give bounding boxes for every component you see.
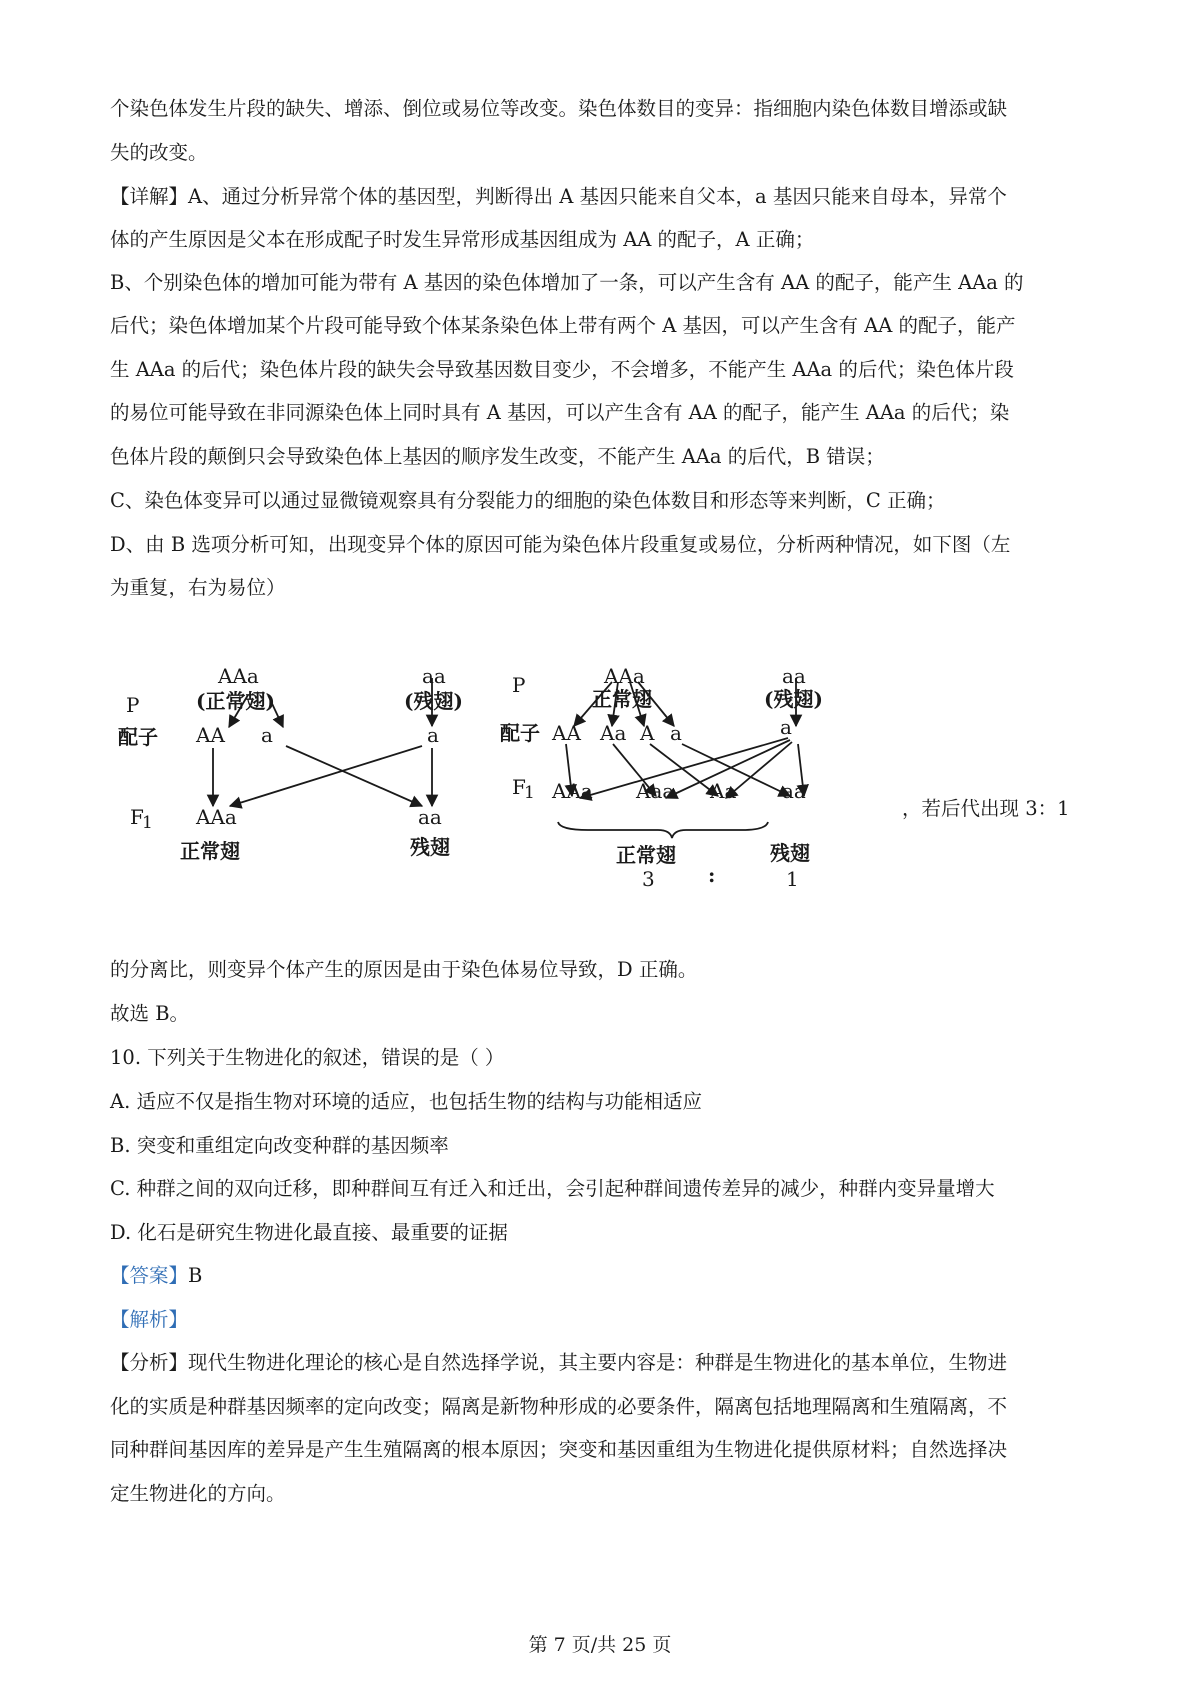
right-gamete: AA <box>552 721 581 745</box>
answer-value: B <box>188 1264 203 1287</box>
text-line: 后代；染色体增加某个片段可能导致个体某条染色体上带有两个 A 基因，可以产生含有 AA 的配子，能产 <box>110 314 1016 337</box>
text-line: 为重复，右为易位） <box>110 576 286 599</box>
right-parent1-genotype: AAa <box>604 668 645 688</box>
right-gamete: Aa <box>600 721 627 745</box>
right-ratio: 3 <box>642 867 655 891</box>
text-line: D、由 B 选项分析可知，出现变异个体的原因可能为染色体片段重复或易位，分析两种情况，如下图（左 <box>110 533 1011 556</box>
right-gamete: a <box>670 721 682 745</box>
text-line: 的易位可能导致在非同源染色体上同时具有 A 基因，可以产生含有 AA 的配子，能产生 AAa 的后代；染 <box>110 401 1010 424</box>
left-f1-label: F <box>130 805 144 829</box>
option-c: C. 种群之间的双向迁移，即种群间互有迁入和迁出，会引起种群间遗传差异的减少，种群内变异量增大 <box>110 1177 995 1200</box>
right-gamete: a <box>780 715 792 739</box>
text-line: 化的实质是种群基因频率的定向改变；隔离是新物种形成的必要条件，隔离包括地理隔离和生殖隔离，不 <box>110 1395 1008 1418</box>
page-footer: 第 7 页/共 25 页 <box>528 1634 672 1656</box>
text-line: 体的产生原因是父本在形成配子时发生异常形成基因组成为 AA 的配子，A 正确； <box>110 228 815 251</box>
left-parent1-genotype: AAa <box>218 668 259 688</box>
text-line: 的分离比，则变异个体产生的原因是由于染色体易位导致，D 正确。 <box>110 958 698 981</box>
analysis-label: 【解析】 <box>110 1308 189 1331</box>
right-f1-label: F <box>512 775 526 799</box>
left-gamete: a <box>261 723 273 747</box>
left-gamete: AA <box>196 723 225 747</box>
right-phenotype: 正常翅 <box>616 843 676 867</box>
right-gamete: A <box>640 721 655 745</box>
text-line: 故选 B。 <box>110 1002 190 1025</box>
left-parent2-genotype: aa <box>422 668 446 688</box>
left-f1-subscript: 1 <box>142 813 153 833</box>
left-p-label: P <box>126 693 140 717</box>
left-phenotype: 残翅 <box>410 835 450 859</box>
left-gamete: a <box>427 723 439 747</box>
text-line: C、染色体变异可以通过显微镜观察具有分裂能力的细胞的染色体数目和形态等来判断，C 正确； <box>110 489 946 512</box>
left-parent2-phenotype: (残翅) <box>404 689 463 713</box>
left-parent1-phenotype: (正常翅) <box>196 689 275 713</box>
text-line: 个染色体发生片段的缺失、增添、倒位或易位等改变。染色体数目的变异：指细胞内染色体数目增添或缺 <box>110 97 1008 120</box>
answer-label: 【答案】 <box>110 1264 189 1287</box>
text-line: 【详解】A、通过分析异常个体的基因型，判断得出 A 基因只能来自父本，a 基因只能来自母本，异常个 <box>110 185 1007 208</box>
right-phenotype: 残翅 <box>770 841 810 865</box>
right-offspring: aa <box>782 779 806 803</box>
right-parent2-phenotype: (残翅) <box>764 687 823 711</box>
right-p-label: P <box>512 673 526 697</box>
right-ratio: : <box>708 863 716 887</box>
option-d: D. 化石是研究生物进化最直接、最重要的证据 <box>110 1221 508 1244</box>
left-offspring: AAa <box>196 805 237 829</box>
right-parent1-phenotype: 正常翅 <box>592 687 652 711</box>
text-line: 【分析】现代生物进化理论的核心是自然选择学说，其主要内容是：种群是生物进化的基本单位，生物进 <box>110 1351 1008 1374</box>
right-ratio: 1 <box>786 867 799 891</box>
text-line: 生 AAa 的后代；染色体片段的缺失会导致基因数目变少，不会增多，不能产生 AAa 的后代；染色体片段 <box>110 358 1014 381</box>
right-parent2-genotype: aa <box>782 668 806 688</box>
left-phenotype: 正常翅 <box>180 839 240 863</box>
inline-text: ，若后代出现 3：1 <box>902 797 1070 820</box>
text-line: 色体片段的颠倒只会导致染色体上基因的顺序发生改变，不能产生 AAa 的后代，B 错误； <box>110 445 885 468</box>
question-stem: 10. 下列关于生物进化的叙述，错误的是（ ） <box>110 1046 505 1069</box>
right-offspring: AAa <box>552 779 593 803</box>
left-offspring: aa <box>418 805 442 829</box>
right-f1-subscript: 1 <box>524 783 535 803</box>
right-offspring: Aa <box>710 779 737 803</box>
text-line: 同种群间基因库的差异是产生生殖隔离的根本原因；突变和基因重组为生物进化提供原材料；自然选择决 <box>110 1438 1008 1461</box>
left-gamete-label: 配子 <box>118 725 158 749</box>
option-a: A. 适应不仅是指生物对环境的适应，也包括生物的结构与功能相适应 <box>110 1090 702 1113</box>
text-line: 定生物进化的方向。 <box>110 1482 286 1505</box>
right-offspring: Aaa <box>636 779 675 803</box>
text-line: 失的改变。 <box>110 141 208 164</box>
answer-line <box>110 1263 202 1289</box>
option-b: B. 突变和重组定向改变种群的基因频率 <box>110 1134 449 1157</box>
right-gamete-label: 配子 <box>500 721 540 745</box>
text-line: B、个别染色体的增加可能为带有 A 基因的染色体增加了一条，可以产生含有 AA 的配子，能产生 AAa 的 <box>110 271 1024 294</box>
